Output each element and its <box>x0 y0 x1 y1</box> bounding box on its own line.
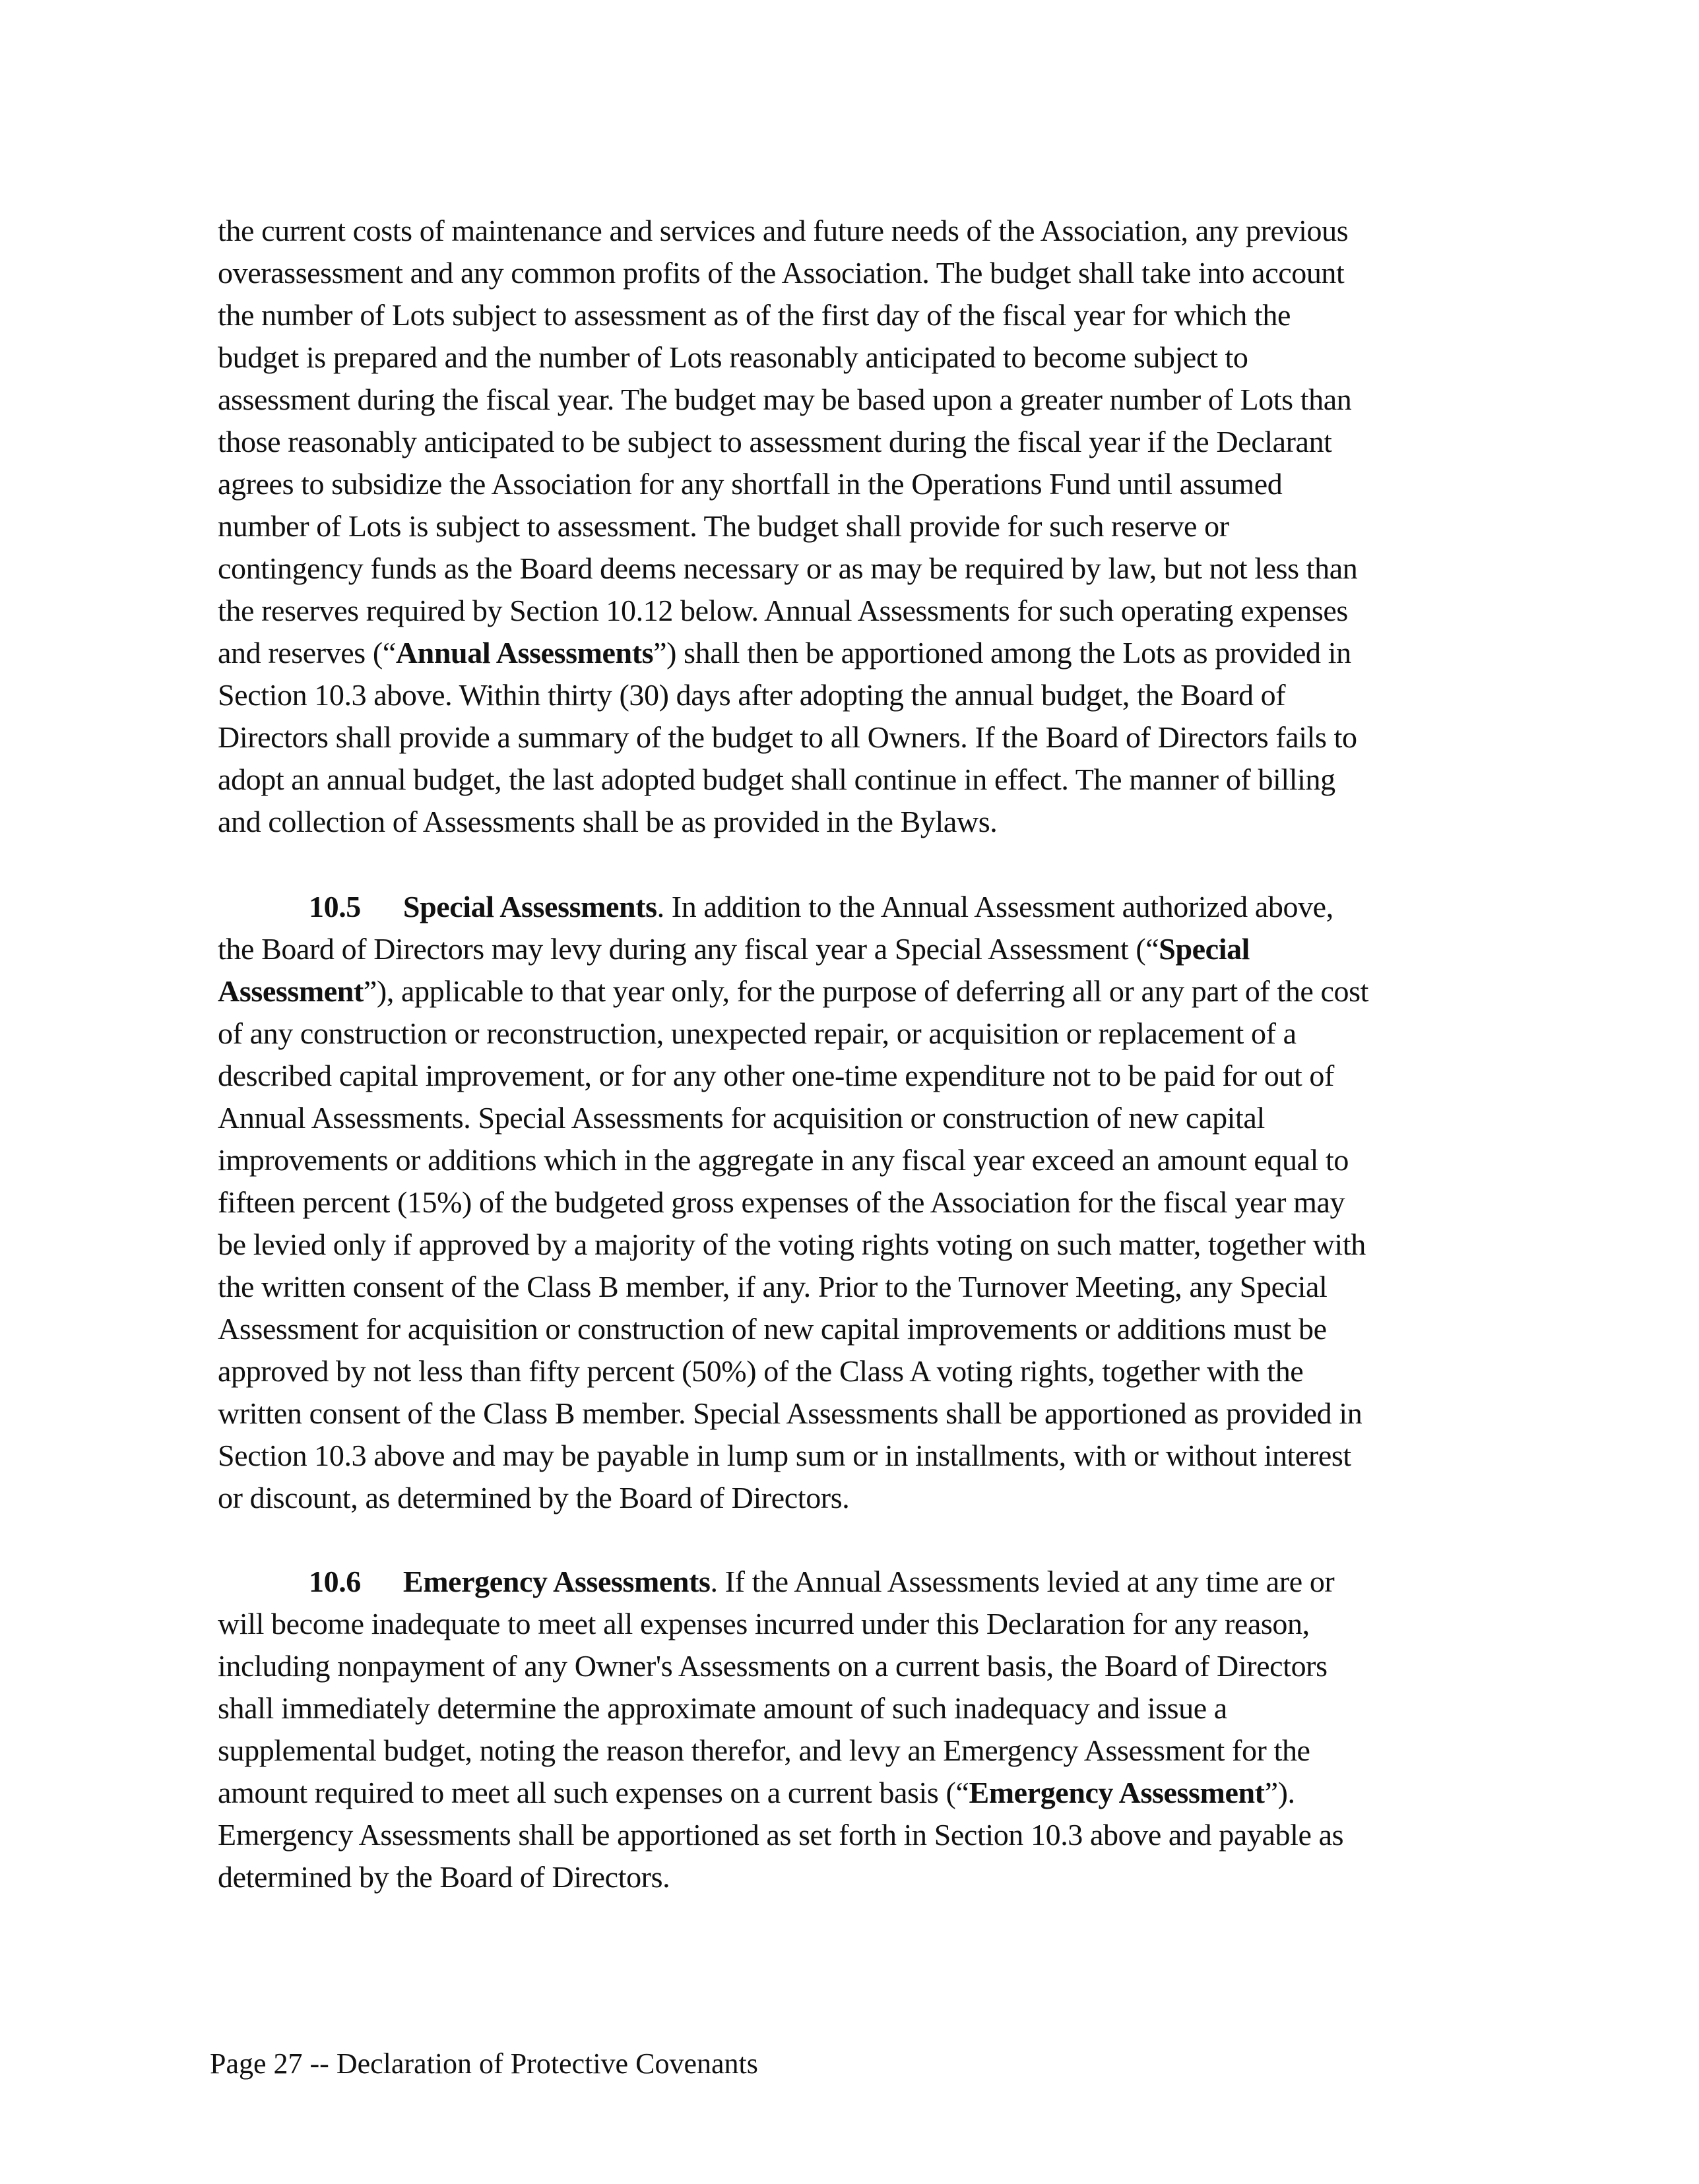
paragraph-line: the current costs of maintenance and services and future needs of the Association, any previous <box>218 214 1349 247</box>
paragraph-line: Assessment”), applicable to that year only, for the purpose of deferring all or any part of the cost <box>218 974 1369 1008</box>
paragraph-line: budget is prepared and the number of Lots reasonably anticipated to become subject to <box>218 340 1248 374</box>
paragraph-line: improvements or additions which in the aggregate in any fiscal year exceed an amount equal to <box>218 1143 1349 1177</box>
page-footer: Page 27 -- Declaration of Protective Covenants <box>210 2047 758 2080</box>
paragraph-line: and collection of Assessments shall be as provided in the Bylaws. <box>218 805 998 838</box>
paragraph-line: adopt an annual budget, the last adopted budget shall continue in effect. The manner of billing <box>218 763 1335 796</box>
paragraph-line: agrees to subsidize the Association for any shortfall in the Operations Fund until assumed <box>218 467 1283 501</box>
paragraph-line: amount required to meet all such expenses on a current basis (“Emergency Assessment”). <box>218 1776 1295 1809</box>
defined-term: Special <box>1159 932 1250 966</box>
paragraph-line: assessment during the fiscal year. The budget may be based upon a greater number of Lots than <box>218 383 1352 416</box>
paragraph-line: be levied only if approved by a majority of the voting rights voting on such matter, together with <box>218 1228 1366 1261</box>
paragraph-line: Emergency Assessments shall be apportioned as set forth in Section 10.3 above and payable as <box>218 1818 1344 1852</box>
paragraph-line: number of Lots is subject to assessment. The budget shall provide for such reserve or <box>218 509 1229 543</box>
section-number: 10.6 <box>309 1565 361 1598</box>
defined-term: Emergency Assessment <box>969 1776 1265 1809</box>
paragraph-line: fifteen percent (15%) of the budgeted gross expenses of the Association for the fiscal year may <box>218 1185 1345 1219</box>
paragraph-line: supplemental budget, noting the reason therefor, and levy an Emergency Assessment for the <box>218 1733 1310 1767</box>
paragraph-line: including nonpayment of any Owner's Assessments on a current basis, the Board of Directors <box>218 1649 1328 1683</box>
section-number: 10.5 <box>309 890 361 923</box>
section-heading-10-5: 10.5 Special Assessments. In addition to the Annual Assessment authorized above, <box>309 890 1333 923</box>
paragraph-line: contingency funds as the Board deems necessary or as may be required by law, but not less than <box>218 551 1358 585</box>
paragraph-line: Assessment for acquisition or construction of new capital improvements or additions must be <box>218 1312 1327 1346</box>
paragraph-line: overassessment and any common profits of the Association. The budget shall take into account <box>218 256 1345 290</box>
paragraph-line: of any construction or reconstruction, unexpected repair, or acquisition or replacement of a <box>218 1016 1297 1050</box>
paragraph-line: and reserves (“Annual Assessments”) shall then be apportioned among the Lots as provided in <box>218 636 1351 670</box>
paragraph-line: approved by not less than fifty percent (50%) of the Class A voting rights, together with the <box>218 1354 1304 1388</box>
paragraph-line: determined by the Board of Directors. <box>218 1860 670 1894</box>
paragraph-line: those reasonably anticipated to be subject to assessment during the fiscal year if the Declarant <box>218 425 1332 458</box>
defined-term: Annual Assessments <box>395 636 654 670</box>
paragraph-line: the reserves required by Section 10.12 below. Annual Assessments for such operating expenses <box>218 594 1348 627</box>
section-title: Special Assessments <box>402 890 657 923</box>
paragraph-line: Section 10.3 above and may be payable in lump sum or in installments, with or without interest <box>218 1439 1351 1472</box>
paragraph-line: Annual Assessments. Special Assessments for acquisition or construction of new capital <box>218 1101 1265 1135</box>
paragraph-line: or discount, as determined by the Board of Directors. <box>218 1481 850 1514</box>
paragraph-line: the written consent of the Class B member, if any. Prior to the Turnover Meeting, any Special <box>218 1270 1328 1303</box>
section-title: Emergency Assessments <box>402 1565 711 1598</box>
paragraph-line: the Board of Directors may levy during any fiscal year a Special Assessment (“Special <box>218 932 1250 966</box>
paragraph-line: Section 10.3 above. Within thirty (30) days after adopting the annual budget, the Board of <box>218 678 1286 712</box>
paragraph-line: written consent of the Class B member. Special Assessments shall be apportioned as provided in <box>218 1396 1362 1430</box>
paragraph-line: the number of Lots subject to assessment as of the first day of the fiscal year for which the <box>218 298 1291 332</box>
paragraph-line: will become inadequate to meet all expenses incurred under this Declaration for any reason, <box>218 1607 1310 1640</box>
paragraph-line: Directors shall provide a summary of the budget to all Owners. If the Board of Directors fails to <box>218 720 1357 754</box>
defined-term: Assessment <box>218 974 364 1008</box>
paragraph-line: described capital improvement, or for any other one-time expenditure not to be paid for out of <box>218 1059 1334 1092</box>
paragraph-line: shall immediately determine the approximate amount of such inadequacy and issue a <box>218 1691 1227 1725</box>
section-heading-10-6: 10.6 Emergency Assessments. If the Annual Assessments levied at any time are or <box>309 1565 1335 1598</box>
